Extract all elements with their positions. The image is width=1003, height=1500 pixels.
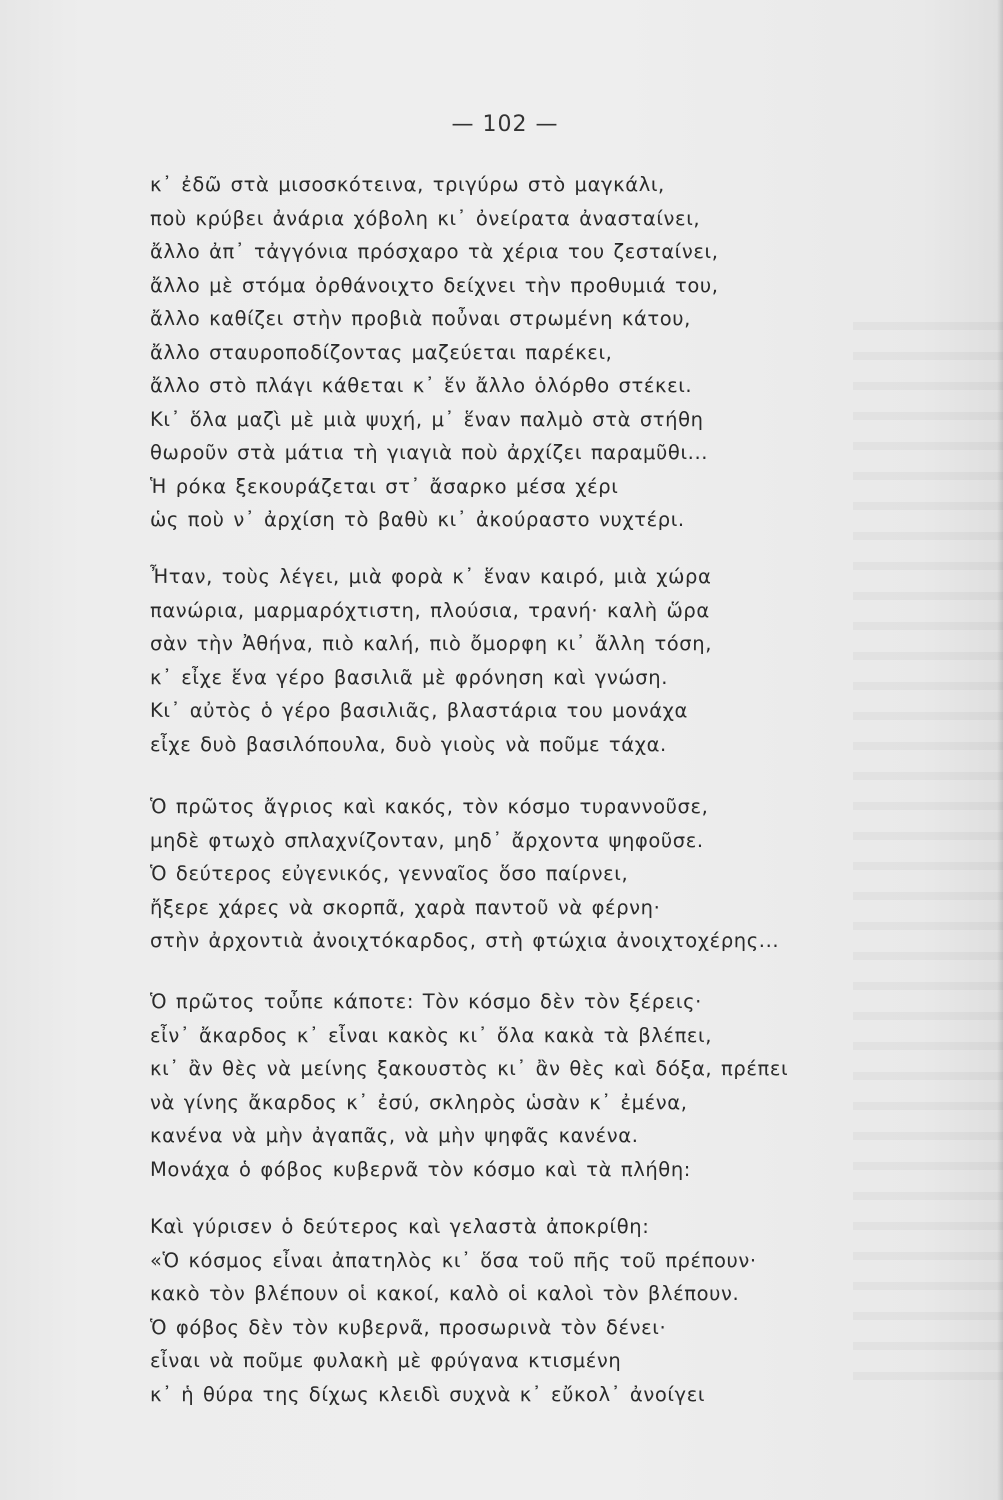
verse-line: πανώρια, μαρμαρόχτιστη, πλούσια, τρανή· καλὴ ὥρα [150,598,710,622]
verse-line: ἄλλο σταυροποδίζοντας μαζεύεται παρέκει, [150,340,613,364]
page-edge-shadow [997,0,1003,1500]
stanza-1 [150,168,890,537]
verse-line: στὴν ἀρχοντιὰ ἀνοιχτόκαρδος, στὴ φτώχια ἀνοιχτοχέρης... [150,929,780,952]
verse-line: θωροῦν στὰ μάτια τὴ γιαγιὰ ποὺ ἀρχίζει παραμῦθι... [150,441,709,464]
stanza-3 [150,790,890,958]
verse-line: ὡς ποὺ ν᾽ ἀρχίση τὸ βαθὺ κι᾽ ἀκούραστο νυχτέρι. [150,508,685,531]
verse-line: ἤξερε χάρες νὰ σκορπᾶ, χαρὰ παντοῦ νὰ φέρνη· [150,895,661,919]
verse-line: Ὁ πρῶτος ἄγριος καὶ κακός, τὸν κόσμο τυραννοῦσε, [150,795,709,818]
verse-line: εἶχε δυὸ βασιλόπουλα, δυὸ γιοὺς νὰ ποῦμε τάχα. [150,732,667,756]
verse-line: Κι᾽ αὐτὸς ὁ γέρο βασιλιᾶς, βλαστάρια του μονάχα [150,699,688,722]
verse-line: εἶναι νὰ ποῦμε φυλακὴ μὲ φρύγανα κτισμένη [150,1349,622,1372]
verse-line: ἄλλο μὲ στόμα ὀρθάνοιχτο δείχνει τὴν προθυμιά του, [150,273,719,297]
verse-line: εἶν᾽ ἄκαρδος κ᾽ εἶναι κακὸς κι᾽ ὅλα κακὰ τὰ βλέπει, [150,1023,713,1047]
stanza-5 [150,1210,890,1411]
verse-line: κανένα νὰ μὴν ἀγαπᾶς, νὰ μὴν ψηφᾶς κανένα. [150,1124,639,1147]
verse-line: Ὁ δεύτερος εὐγενικός, γενναῖος ὅσο παίρνει, [150,862,629,885]
verse-line: «Ὁ κόσμος εἶναι ἀπατηλὸς κι᾽ ὅσα τοῦ πῆς τοῦ πρέπουν· [150,1248,757,1272]
verse-line: ἄλλο στὸ πλάγι κάθεται κ᾽ ἕν ἄλλο ὁλόρθο στέκει. [150,374,693,397]
verse-line: ποὺ κρύβει ἀνάρια χόβολη κι᾽ ὀνείρατα ἀνασταίνει, [150,206,701,230]
verse-line: Ἡ ρόκα ξεκουράζεται στ᾽ ἄσαρκο μέσα χέρι [150,474,619,498]
verse-line: Μονάχα ὁ φόβος κυβερνᾶ τὸν κόσμο καὶ τὰ πλήθη: [150,1157,691,1181]
verse-line: Καὶ γύρισεν ὁ δεύτερος καὶ γελαστὰ ἀποκρίθη: [150,1215,650,1238]
verse-line: ἄλλο καθίζει στὴν προβιὰ ποὖναι στρωμένη κάτου, [150,307,691,330]
verse-line: κ᾽ εἶχε ἕνα γέρο βασιλιᾶ μὲ φρόνηση καὶ γνώση. [150,665,669,689]
verse-line: κ᾽ ἐδῶ στὰ μισοσκότεινα, τριγύρω στὸ μαγκάλι, [150,173,665,196]
verse-line: κ᾽ ἡ θύρα της δίχως κλειδὶ συχνὰ κ᾽ εὔκολ᾽ ἀνοίγει [150,1382,706,1406]
verse-line: μηδὲ φτωχὸ σπλαχνίζονταν, μηδ᾽ ἄρχοντα ψηφοῦσε. [150,828,704,852]
verse-line: κι᾽ ἂν θὲς νὰ μείνης ξακουστὸς κι᾽ ἂν θὲς καὶ δόξα, πρέπει [150,1057,789,1080]
verse-line: Ὁ φόβος δὲν τὸν κυβερνᾶ, προσωρινὰ τὸν δένει· [150,1315,667,1339]
verse-line: νὰ γίνης ἄκαρδος κ᾽ ἐσύ, σκληρὸς ὡσὰν κ᾽ ἐμένα, [150,1090,688,1114]
stanza-2 [150,560,890,761]
page-number: — 102 — [451,112,559,137]
stanza-4 [150,985,890,1186]
verse-line: Κι᾽ ὅλα μαζὶ μὲ μιὰ ψυχή, μ᾽ ἕναν παλμὸ στὰ στήθη [150,407,704,431]
verse-line: ἄλλο ἀπ᾽ τἀγγόνια πρόσχαρο τὰ χέρια του ζεσταίνει, [150,240,719,263]
verse-line: σὰν τὴν Ἀθήνα, πιὸ καλή, πιὸ ὄμορφη κι᾽ ἄλλη τόση, [150,632,713,655]
verse-line: κακὸ τὸν βλέπουν οἱ κακοί, καλὸ οἱ καλοὶ τὸν βλέπουν. [150,1282,740,1305]
verse-line: Ὁ πρῶτος τοὖπε κάποτε: Τὸν κόσμο δὲν τὸν ξέρεις· [150,990,702,1013]
verse-line: Ἦταν, τοὺς λέγει, μιὰ φορὰ κ᾽ ἕναν καιρό, μιὰ χώρα [150,565,712,588]
